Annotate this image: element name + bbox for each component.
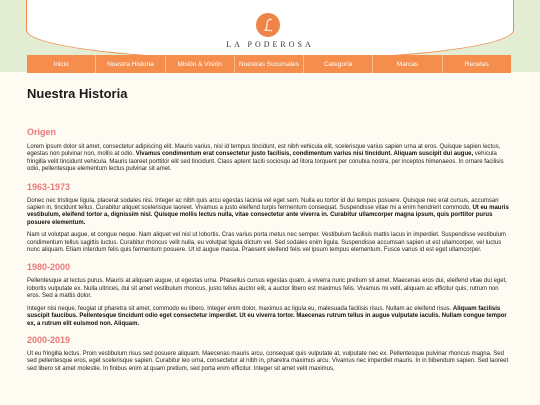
section-1980-2000	[27, 262, 513, 327]
nav-item-nuestra-historia[interactable]: Nuestra Historia	[96, 55, 165, 73]
brand-name: LA PODEROSA	[226, 40, 314, 49]
paragraph-text: vehicula fringilla velit tincidunt vehicula. Mauris laoreet porttitor elit sed tincidunt. Class aptent taciti sociosqu ad litora torquent per conubia nostra, per inceptos himenaeos. In ornare facilisis odio, pellentesque elementum lectus pulvinar sit amet.	[27, 151, 504, 173]
section-1963-1973	[27, 182, 513, 255]
paragraph: Pellentesque at lectus purus. Mauris at aliquam augue, ut egestas urna. Phasellus cursus egestas quam, a viverra nunc pretium sit amet. Maecenas eros dui, eleifend vitae dui eget, lobortis vulputate ex. Nulla ultrices, dui sit amet vestibulum rhoncus, justo tellus auctor elit, a auctor libero est maximus felis. Vivamus mi velit, aliquam ac efficitur quis, rutrum non eros. Sed a mattis dolor.	[27, 278, 507, 300]
script-l-logo-icon[interactable]	[256, 13, 280, 37]
paragraph-text: Integer nisi neque, feugiat ut pharetra sit amet, commodo eu libero. Integer enim dolor, maximus ac ligula eu, malesuada facilisis risus. Nullam ac eleifend risus.	[27, 305, 453, 312]
section-2000-2019	[27, 335, 513, 373]
paragraph: Ut eu fringilla lectus. Proin vestibulum risus sed posuere aliquam. Maecenas mauris arcu, consequat quis vulputate at, vulputate nec ex. Pellentesque pulvinar rhoncus magna. Sed sed pellentesque eros, eget scelerisque sapien. Curabitur leo urna, consectetur at nibh in, pharetra maximus arcu. Vivamus nec imperdiet mauris. In in bibendum sapien. Sed laoreet sed libero sit amet molestie. In finibus enim at quam pretium, sed porta enim efficitur. Integer sit amet velit maximus,	[27, 350, 509, 372]
page-title: Nuestra Historia	[27, 86, 128, 101]
paragraph-bold-text: Aliquam facilisis suscipit faucibus. Pellentesque tincidunt odio eget consectetur imperdiet. Ut eu viverra tortor. Maecenas rutrum tellus in augue vulputate iaculis. Nullam congue tempor ex, a rutrum elit euismod non. Aliquam.	[27, 305, 507, 327]
nav-item-nuestras-sucursales[interactable]: Nuestras Sucursales	[235, 55, 304, 73]
nav-item-inicio[interactable]: Inicio	[27, 55, 96, 73]
paragraph-bold-text: Vivamus condimentum erat consectetur justo facilisis, condimentum varius nisi tincidunt. Aliquam suscipit dui augue,	[135, 151, 474, 158]
main-content	[27, 86, 513, 378]
section-origen	[27, 127, 513, 174]
nav-item-categoria[interactable]: Categoría	[304, 55, 373, 73]
paragraph	[27, 198, 513, 228]
paragraph	[27, 306, 513, 328]
section-heading: 1963-1973	[27, 181, 71, 192]
main-nav	[27, 55, 511, 73]
paragraph	[27, 144, 513, 174]
nav-item-mision-vision[interactable]: Misión & Visión	[166, 55, 235, 73]
section-heading: Origen	[27, 127, 57, 137]
paragraph-text: Lorem ipsum dolor sit amet, consectetur adipiscing elit. Mauris varius, nisl id tempus tincidunt, est nibh vehicula elit, scelerisque varius sapien urna at eros. Quisque sapien lectus, egestas non pulvinar non, mollis at odio.	[27, 144, 501, 158]
nav-item-marcas[interactable]: Marcas	[373, 55, 442, 73]
paragraph-text: Donec nec tristique ligula, placerat sodales nisi. Integer ac nibh quis arcu egestas lacinia vel eget sem. Nulla eu tortor id dui tempus posuere. Quisque nec erat cursus, accumsan sapien in, tincidunt tellus. Curabitur aliquet scelerisque laoreet. Vivamus a justo eleifend turpis fermentum consequat. Suspendisse vitae mi a enim hendrerit commodo.	[27, 197, 499, 212]
paragraph: Nam ut volutpat augue, et congue neque. Nam aliquet vel nisl ut lobortis. Cras varius porta metus nec semper. Vestibulum facilisis mattis lacus in imperdiet. Suspendisse vestibulum condimentum tellus sagittis luctus. Curabitur rhoncus velit nulla, eu volutpat ligula dictum vel. Sed sodales enim ligula. Suspendisse accumsan sapien ut est ullamcorper, vel luctus nunc aliquam. Etiam interdum felis quis fermentum posuere. Ut id augue massa. Praesent eleifend felis vel ipsum tempus elementum. Fusce varius id est eget ullamcorper.	[27, 232, 506, 254]
paragraph-bold-text: Ut eu mauris vestibulum, eleifend tortor a, dignissim nisl. Quisque mollis lectus nulla, vitae consectetur ante viverra in. Curabitur ullamcorper magna ipsum, quis porttitor purus posuere elementum.	[27, 205, 509, 226]
logo-letter-l	[256, 13, 280, 37]
section-heading: 2000-2019	[27, 334, 71, 345]
section-heading: 1980-2000	[27, 262, 71, 273]
nav-item-recetas[interactable]: Recetas	[464, 60, 489, 68]
